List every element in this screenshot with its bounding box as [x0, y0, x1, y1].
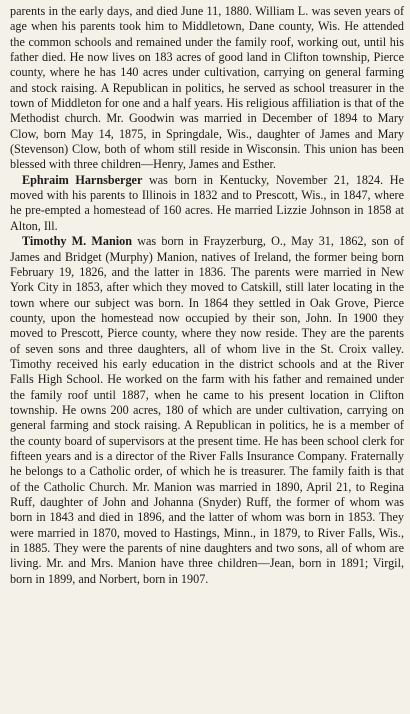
paragraph-text: was born in Frayzerburg, O., May 31, 1862, son of James and Bridget (Murphy) Manion, natives of Ireland, the former being born February 19, 1826, and the latter in 1836. The parents were married in New York City in 1853, after which they moved to Catskill, still later locating in the town where our subject was born. In 1864 they settled in Oak Grove, Pierce county, upon the homestead now occupied by their son, John. In 1900 they moved to Prescott, Pierce county, where they now reside. They are the parents of seven sons and three daughters, all of whom live in the St. Croix valley. Timothy received his early education in the district schools and at the River Falls High School. He worked on the farm with his father and remained under the family roof until 1887, when he came to his present location in Clifton township. He owns 200 acres, 180 of which are under cultivation, carrying on general farming and stock raising. A Republican in politics, he is a member of the county board of supervisors at the present time. He has been school clerk for fifteen years and is a director of the River Falls Insurance Company. Fraternally he belongs to a Catholic order, of which he is treasurer. The family faith is that of the Catholic Church. Mr. Manion was married in 1890, April 21, to Regina Ruff, daughter of John and Johanna (Snyder) Ruff, the former of whom was born in 1843 and died in 1896, and the latter of whom was born in 1853. They were married in 1870, moved to Hastings, Minn., in 1879, to River Falls, Wis., in 1885. They were the parents of nine daughters and two sons, all of whom are living. Mr. and Mrs. Manion have three children—Jean, born in 1891; Virgil, born in 1899, and Norbert, born in 1907. — [10, 234, 404, 586]
paragraph-harnsberger — [10, 173, 404, 234]
subject-name: Timothy M. Manion — [22, 234, 133, 249]
paragraph-text: parents in the early days, and died June 11, 1880. William L. was seven years of age when his parents took him to Middletown, Dane county, Wis. He attended the common schools and remained under the family roof, working out, until his father died. He now lives on 183 acres of good land in Clifton township, Pierce county, where he has 140 acres under cultivation, carrying on general farming and stock raising. A Republican in politics, he served as school treasurer in the town of Middleton for one and a half years. His religious affiliation is that of the Methodist church. Mr. Goodwin was married in December of 1894 to Mary Clow, born May 14, 1875, in Springdale, Wis., daughter of James and Mary (Stevenson) Clow, both of whom still reside in Wisconsin. This union has been blessed with three children—Henry, James and Esther. — [10, 4, 404, 172]
subject-name: Ephraim Harnsberger — [22, 172, 143, 187]
paragraph-manion — [10, 234, 404, 587]
paragraph-text: was born in Kentucky, November 21, 1824. He moved with his parents to Illinois in 1832 and to Prescott, Wis., in 1847, where he pre-empted a homestead of 160 acres. He married Lizzie Johnson in 1858 at Alton, Ill. — [10, 172, 404, 233]
paragraph-goodwin-continued — [10, 4, 404, 173]
